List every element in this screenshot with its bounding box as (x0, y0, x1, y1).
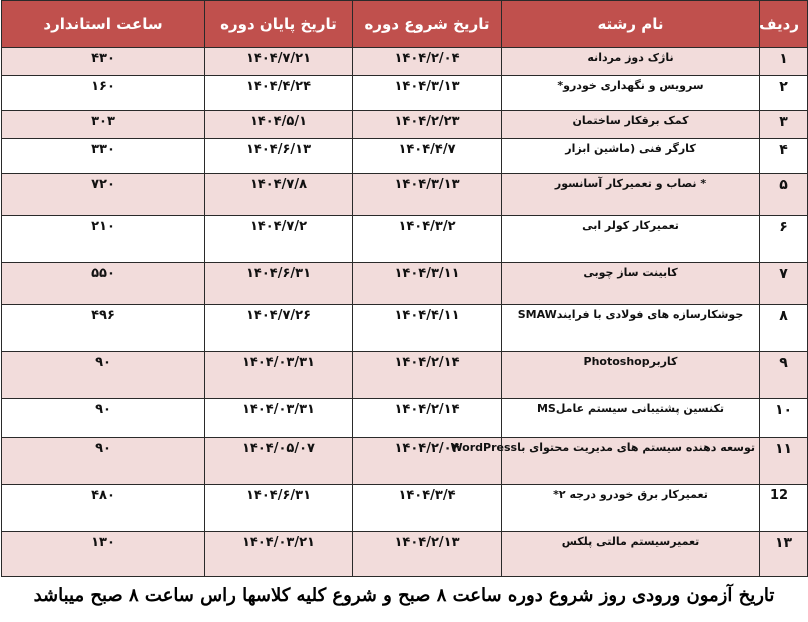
cell-end-date: ۱۴۰۴/۴/۲۴ (205, 76, 353, 111)
cell-course-name: سرویس و نگهداری خودرو* (502, 76, 760, 111)
table-row (2, 485, 808, 532)
cell-start-date: ۱۴۰۴/۳/۴ (353, 485, 502, 532)
table-row (2, 263, 808, 305)
cell-row-number: ۶ (760, 216, 808, 263)
cell-row-number: ۹ (760, 352, 808, 399)
cell-start-date: ۱۴۰۴/۲/۰۴ (353, 48, 502, 76)
cell-end-date: ۱۴۰۴/۰۳/۳۱ (205, 399, 353, 438)
cell-standard-hours: ۱۳۰ (2, 532, 205, 577)
cell-standard-hours: ۹۰ (2, 438, 205, 485)
cell-start-date: ۱۴۰۴/۳/۱۳ (353, 174, 502, 216)
cell-row-number: ۵ (760, 174, 808, 216)
cell-end-date: ۱۴۰۴/۷/۲۱ (205, 48, 353, 76)
cell-course-name: توسعه دهنده سیستم های مدیریت محتوای باWordPress (502, 438, 760, 485)
cell-end-date: ۱۴۰۴/۶/۳۱ (205, 485, 353, 532)
header-course-name: نام رشته (502, 1, 760, 48)
cell-row-number: ۱ (760, 48, 808, 76)
cell-course-name: تعمیرکار برق خودرو درجه ۲* (502, 485, 760, 532)
cell-course-name: تعمیرکار کولر ابی (502, 216, 760, 263)
cell-start-date: ۱۴۰۴/۲/۱۴ (353, 352, 502, 399)
cell-course-name: کارگر فنی (ماشین ابزار (502, 139, 760, 174)
cell-standard-hours: ۴۳۰ (2, 48, 205, 76)
cell-row-number: ۸ (760, 305, 808, 352)
cell-end-date: ۱۴۰۴/۷/۸ (205, 174, 353, 216)
cell-row-number: ۱۳ (760, 532, 808, 577)
cell-row-number: ۷ (760, 263, 808, 305)
cell-course-name: تکنسین پشتیبانی سیستم عاملMS (502, 399, 760, 438)
cell-course-name: کابینت ساز چوبی (502, 263, 760, 305)
table-header-row (2, 1, 808, 48)
cell-standard-hours: ۳۳۰ (2, 139, 205, 174)
cell-course-name: ناژک دوز مردانه (502, 48, 760, 76)
table-row (2, 174, 808, 216)
cell-course-name: * نصاب و تعمیرکار آسانسور (502, 174, 760, 216)
cell-end-date: ۱۴۰۴/۰۵/۰۷ (205, 438, 353, 485)
cell-row-number: ۲ (760, 76, 808, 111)
cell-row-number: ۱۰ (760, 399, 808, 438)
cell-row-number: ۴ (760, 139, 808, 174)
table-row (2, 111, 808, 139)
cell-course-name: کمک برقکار ساختمان (502, 111, 760, 139)
cell-standard-hours: ۷۲۰ (2, 174, 205, 216)
cell-start-date: ۱۴۰۴/۴/۱۱ (353, 305, 502, 352)
cell-standard-hours: ۴۹۶ (2, 305, 205, 352)
cell-start-date: ۱۴۰۴/۲/۰۴ (353, 438, 502, 485)
table-row (2, 76, 808, 111)
cell-standard-hours: ۳۰۳ (2, 111, 205, 139)
cell-standard-hours: ۹۰ (2, 352, 205, 399)
cell-standard-hours: ۴۸۰ (2, 485, 205, 532)
table-row (2, 216, 808, 263)
cell-standard-hours: ۲۱۰ (2, 216, 205, 263)
header-standard-hours: ساعت استاندارد (2, 1, 205, 48)
cell-course-name: تعمیرسیستم مالتی پلکس (502, 532, 760, 577)
cell-end-date: ۱۴۰۴/۷/۲ (205, 216, 353, 263)
cell-start-date: ۱۴۰۴/۲/۲۳ (353, 111, 502, 139)
cell-row-number: 12 (760, 485, 808, 532)
cell-row-number: ۳ (760, 111, 808, 139)
cell-end-date: ۱۴۰۴/۰۳/۲۱ (205, 532, 353, 577)
cell-start-date: ۱۴۰۴/۳/۱۳ (353, 76, 502, 111)
table-row (2, 352, 808, 399)
cell-end-date: ۱۴۰۴/۶/۳۱ (205, 263, 353, 305)
cell-standard-hours: ۹۰ (2, 399, 205, 438)
cell-start-date: ۱۴۰۴/۴/۷ (353, 139, 502, 174)
table-body (2, 48, 808, 577)
cell-end-date: ۱۴۰۴/۶/۱۳ (205, 139, 353, 174)
table-row (2, 305, 808, 352)
table-row (2, 139, 808, 174)
header-end-date: تاریخ پایان دوره (205, 1, 353, 48)
table-row (2, 48, 808, 76)
table-row (2, 532, 808, 577)
table-row (2, 399, 808, 438)
cell-standard-hours: ۱۶۰ (2, 76, 205, 111)
cell-start-date: ۱۴۰۴/۲/۱۴ (353, 399, 502, 438)
cell-course-name: کاربرPhotoshop (502, 352, 760, 399)
cell-end-date: ۱۴۰۴/۵/۱ (205, 111, 353, 139)
cell-start-date: ۱۴۰۴/۳/۲ (353, 216, 502, 263)
cell-start-date: ۱۴۰۴/۳/۱۱ (353, 263, 502, 305)
header-start-date: تاریخ شروع دوره (353, 1, 502, 48)
header-row-number: ردیف (760, 1, 808, 48)
course-schedule-table (1, 0, 808, 577)
cell-start-date: ۱۴۰۴/۲/۱۳ (353, 532, 502, 577)
cell-end-date: ۱۴۰۴/۰۳/۳۱ (205, 352, 353, 399)
cell-end-date: ۱۴۰۴/۷/۲۶ (205, 305, 353, 352)
table-row (2, 438, 808, 485)
cell-standard-hours: ۵۵۰ (2, 263, 205, 305)
exam-schedule-note: تاریخ آزمون ورودی روز شروع دوره ساعت ۸ صبح و شروع کلیه کلاسها راس ساعت ۸ صبح میباشد (33, 585, 775, 606)
cell-course-name: جوشکارسازه های فولادی با فرایندSMAW (502, 305, 760, 352)
cell-row-number: ۱۱ (760, 438, 808, 485)
